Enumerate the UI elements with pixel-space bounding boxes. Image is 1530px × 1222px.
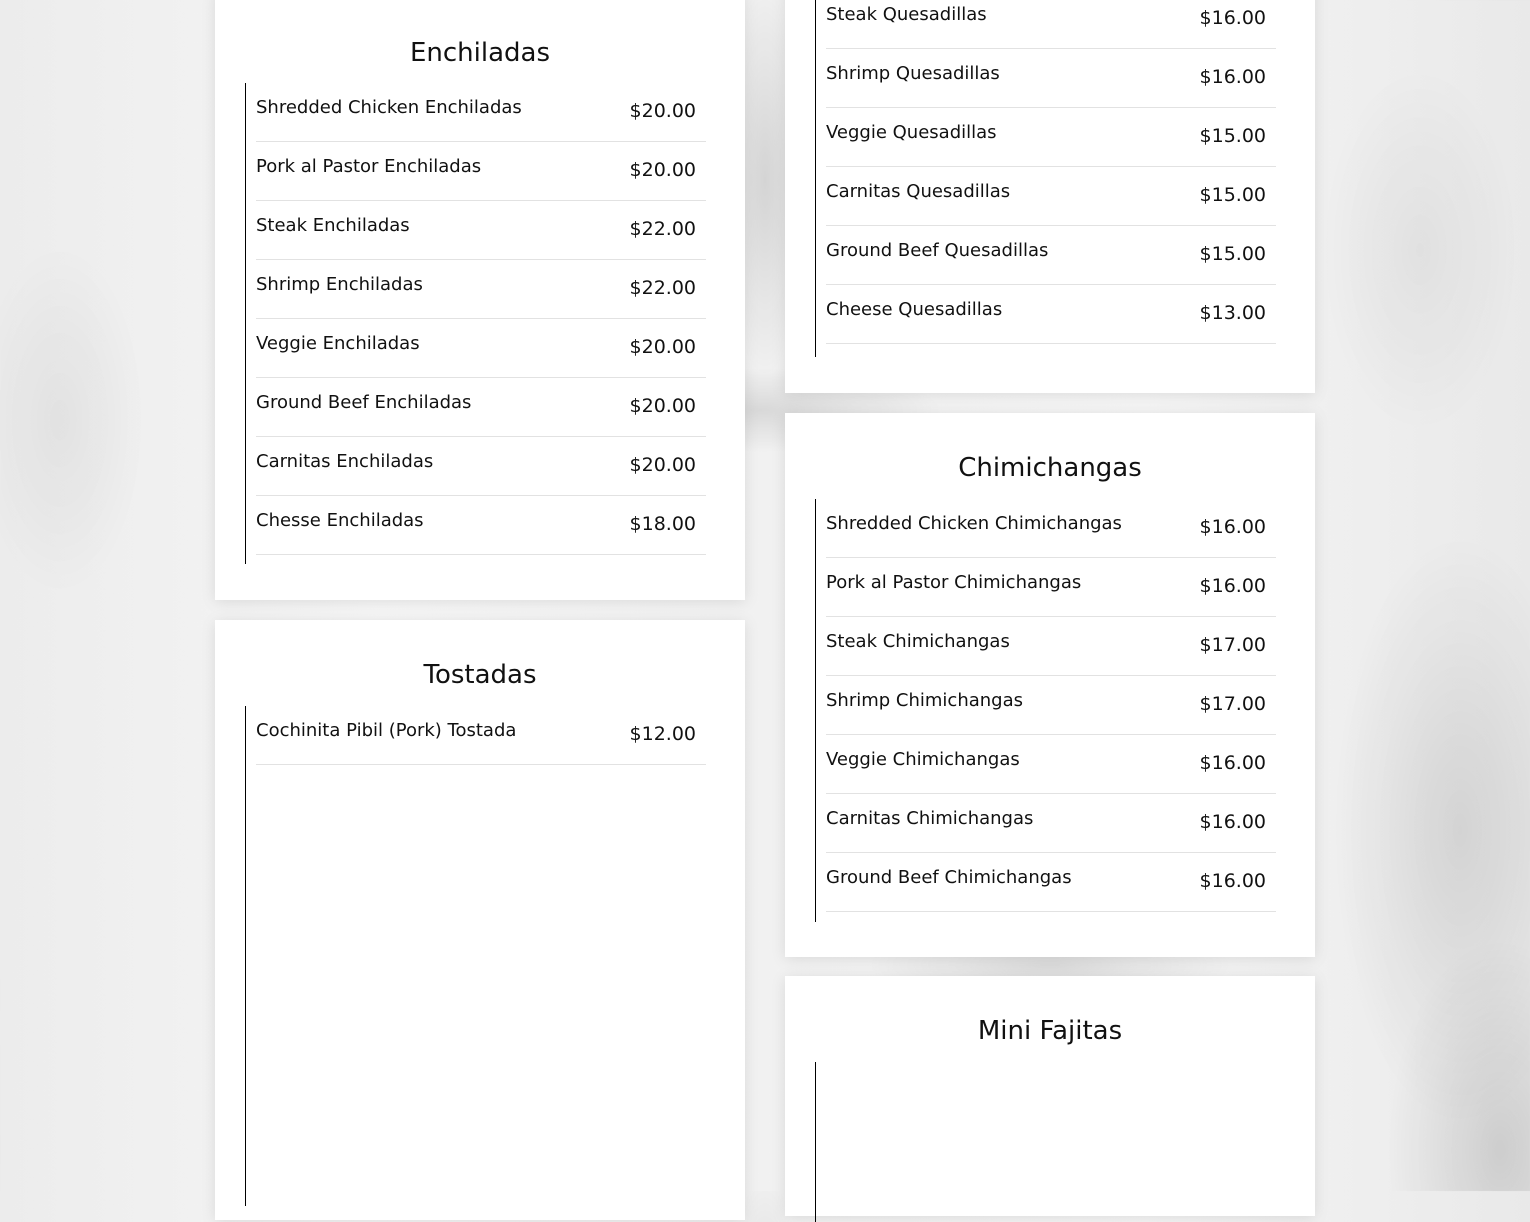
menu-item-price: $17.00: [1199, 693, 1266, 715]
menu-item-name: Steak Chimichangas: [826, 631, 1010, 652]
menu-item: [256, 142, 706, 201]
menu-item-list: [815, 0, 1276, 357]
menu-item-name: Ground Beef Chimichangas: [826, 867, 1072, 888]
menu-item-price: $20.00: [629, 454, 696, 476]
menu-item-name: Ground Beef Enchiladas: [256, 392, 472, 413]
menu-item: [826, 676, 1276, 735]
menu-card-tostadas: [215, 620, 745, 1220]
menu-item-price: $13.00: [1199, 302, 1266, 324]
section-title: Chimichangas: [958, 453, 1142, 483]
menu-item-name: Shrimp Chimichangas: [826, 690, 1024, 711]
menu-item-name: Carnitas Quesadillas: [826, 181, 1011, 202]
menu-item: [826, 558, 1276, 617]
menu-item: [826, 0, 1276, 49]
menu-card-quesadillas: [785, 0, 1315, 393]
menu-item-name: Veggie Chimichangas: [826, 749, 1020, 770]
menu-item-price: $16.00: [1199, 752, 1266, 774]
menu-item-price: $20.00: [629, 100, 696, 122]
menu-item-name: Pork al Pastor Chimichangas: [826, 572, 1082, 593]
menu-card-enchiladas: [215, 0, 745, 600]
menu-item: [826, 108, 1276, 167]
section-title: Tostadas: [423, 660, 537, 690]
menu-item-price: $16.00: [1199, 66, 1266, 88]
menu-item-price: $17.00: [1199, 634, 1266, 656]
menu-item-list: [815, 1062, 1276, 1222]
menu-item-name: Shredded Chicken Chimichangas: [826, 513, 1122, 534]
menu-item: [256, 496, 706, 555]
menu-card-mini-fajitas: [785, 976, 1315, 1216]
menu-item-name: Cheese Quesadillas: [826, 299, 1003, 320]
menu-item-name: Steak Enchiladas: [256, 215, 410, 236]
menu-item: [826, 285, 1276, 344]
menu-item: [826, 167, 1276, 226]
menu-item-name: Carnitas Chimichangas: [826, 808, 1034, 829]
menu-item: [826, 499, 1276, 558]
menu-item-price: $15.00: [1199, 243, 1266, 265]
menu-item-name: Pork al Pastor Enchiladas: [256, 156, 482, 177]
menu-item: [256, 201, 706, 260]
menu-item-price: $16.00: [1199, 811, 1266, 833]
menu-item-name: Shrimp Quesadillas: [826, 63, 1000, 84]
menu-item: [826, 853, 1276, 912]
menu-item-price: $20.00: [629, 336, 696, 358]
menu-item-price: $16.00: [1199, 7, 1266, 29]
menu-item-name: Shredded Chicken Enchiladas: [256, 97, 522, 118]
menu-item-price: $16.00: [1199, 870, 1266, 892]
menu-card-chimichangas: [785, 413, 1315, 957]
menu-item-price: $16.00: [1199, 575, 1266, 597]
menu-item-price: $22.00: [629, 277, 696, 299]
menu-item-price: $20.00: [629, 159, 696, 181]
menu-item: [256, 260, 706, 319]
menu-item-list: [815, 499, 1276, 922]
menu-item-name: Cochinita Pibil (Pork) Tostada: [256, 720, 517, 741]
menu-item-price: $16.00: [1199, 516, 1266, 538]
menu-item-price: $20.00: [629, 395, 696, 417]
menu-item: [826, 49, 1276, 108]
menu-item-name: Steak Quesadillas: [826, 4, 987, 25]
menu-item-price: $12.00: [629, 723, 696, 745]
menu-item-price: $15.00: [1199, 125, 1266, 147]
menu-item-name: Chesse Enchiladas: [256, 510, 424, 531]
menu-item: [256, 706, 706, 765]
section-title: Mini Fajitas: [977, 1016, 1123, 1046]
menu-item-list: [245, 83, 706, 564]
menu-item: [256, 319, 706, 378]
menu-item-name: Veggie Enchiladas: [256, 333, 420, 354]
menu-item: [826, 617, 1276, 676]
menu-item-price: $18.00: [629, 513, 696, 535]
menu-item-list: [245, 706, 706, 1206]
section-title: Enchiladas: [409, 38, 551, 68]
menu-item-name: Ground Beef Quesadillas: [826, 240, 1049, 261]
menu-item: [256, 378, 706, 437]
menu-item: [256, 83, 706, 142]
menu-item-price: $15.00: [1199, 184, 1266, 206]
menu-item: [826, 226, 1276, 285]
menu-item-price: $22.00: [629, 218, 696, 240]
menu-item: [826, 794, 1276, 853]
menu-item: [826, 735, 1276, 794]
menu-item: [256, 437, 706, 496]
menu-item-name: Carnitas Enchiladas: [256, 451, 434, 472]
menu-item-name: Veggie Quesadillas: [826, 122, 997, 143]
menu-item-name: Shrimp Enchiladas: [256, 274, 423, 295]
